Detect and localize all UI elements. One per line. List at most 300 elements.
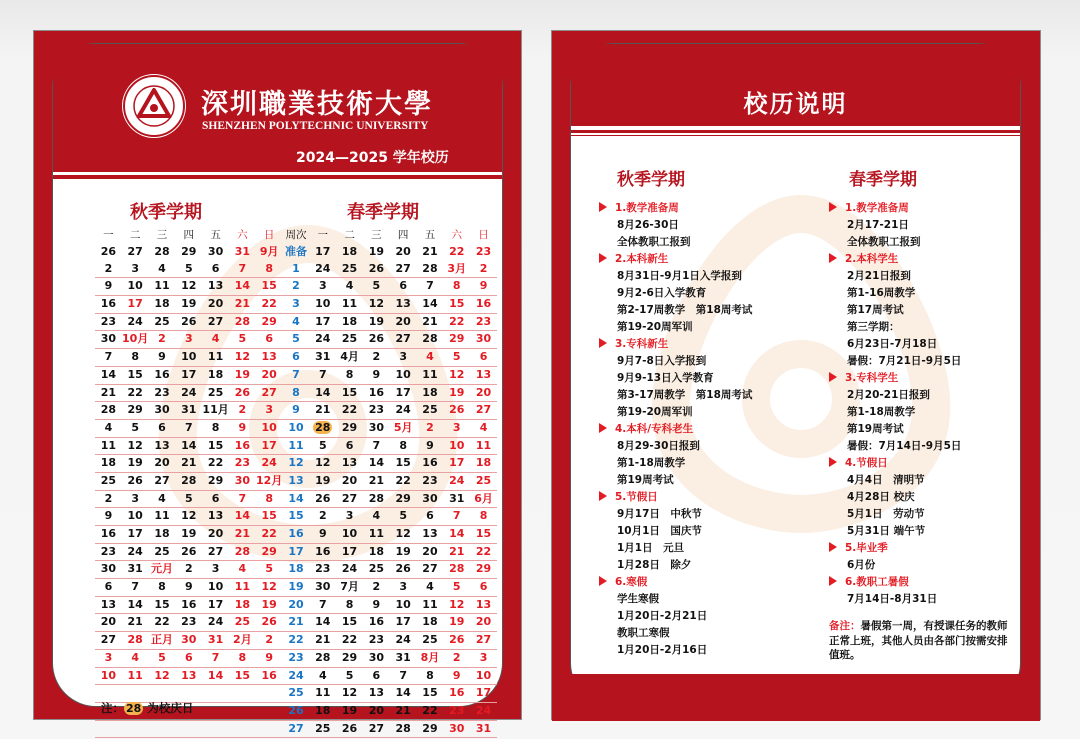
calendar-row [95,526,497,544]
date-cell: 25 [422,403,438,417]
date-cell: 20 [154,456,170,470]
date-cell: 16 [368,385,385,399]
date-cell: 23 [154,385,170,399]
date-cell: 17 [127,527,143,540]
date-cell: 17 [261,438,277,452]
calendar-row [95,650,497,668]
date-cell: 29 [261,314,277,328]
date-cell: 23 [475,245,492,258]
week-number: 准备 [284,245,307,258]
section-title-text: 6.寒假 [615,576,648,588]
week-number: 2 [292,279,300,293]
date-cell: 15 [154,597,170,611]
date-cell: 10 [207,580,224,594]
date-cell: 4 [345,279,354,293]
date-cell: 30 [422,491,438,505]
note-line: 9月17日 中秋节 [617,508,702,520]
note-line: 第19周考试 [617,474,674,486]
date-cell: 22 [261,527,277,540]
note-line: 第1-18周教学 [617,457,686,469]
date-cell: 25 [100,473,117,487]
date-cell: 18 [341,314,358,328]
date-cell: 19 [261,597,277,611]
explanation-card [551,30,1041,720]
date-cell: 4 [104,420,113,434]
weekday-header: 一 [103,229,114,241]
date-cell: 31 [449,491,465,505]
date-cell: 27 [261,385,277,399]
date-cell: 6 [211,491,220,505]
date-cell: 28 [315,650,331,664]
date-cell: 26 [100,245,117,258]
weekday-header: 三 [156,229,168,241]
note-section-title [599,200,752,217]
calendar-row [95,420,497,438]
triangle-bullet-icon [599,423,607,433]
calendar-grid [95,227,497,738]
note-line: 2月21日报到 [847,270,911,282]
date-cell: 7 [426,279,434,293]
date-cell: 21 [315,633,331,647]
week-number: 17 [288,544,304,558]
date-cell: 10 [261,420,277,434]
date-cell: 27 [100,633,117,647]
date-cell: 3 [399,580,407,594]
date-cell: 14 [234,509,251,523]
note-line: 4月4日 清明节 [847,474,925,486]
note-line: 2月17-21日 [847,219,909,231]
anniversary-marker: 28 [315,420,331,434]
date-cell: 23 [475,314,492,328]
date-cell [149,721,176,738]
date-cell: 25 [154,314,170,328]
week-number: 5 [292,332,300,346]
date-cell: 3 [211,562,220,576]
note-line: 学生寒假 [617,593,659,605]
date-cell: 27 [422,562,438,576]
date-cell: 9 [184,580,193,594]
date-cell: 21 [395,703,411,717]
date-cell: 12 [154,668,170,682]
date-cell: 13 [154,438,170,452]
note-line: 第19周考试 [847,423,904,435]
week-number: 15 [288,509,304,523]
date-cell: 3 [104,650,113,664]
date-cell: 元月 [150,562,173,576]
note-anniversary-date: 28 [126,702,142,715]
date-cell: 18 [315,703,331,717]
date-cell: 31 [395,650,411,664]
date-cell: 28 [181,473,197,487]
date-cell: 28 [422,261,438,275]
date-cell: 12 [181,279,197,293]
date-cell: 21 [234,527,251,540]
date-cell: 17 [395,385,411,399]
date-cell: 31 [475,721,492,735]
date-cell: 3 [345,509,354,523]
date-cell: 27 [127,245,143,258]
week-number: 13 [288,473,304,487]
note-line: 1月28日 除夕 [617,559,692,571]
date-cell: 14 [100,367,117,381]
date-cell: 9 [318,527,327,540]
date-cell: 7 [238,491,247,505]
date-cell: 13 [261,350,277,364]
date-cell: 8 [345,597,354,611]
week-number: 10 [288,420,304,434]
date-cell: 4 [158,261,166,275]
date-cell: 3 [479,650,488,664]
date-cell: 30 [234,473,251,487]
triangle-bullet-icon [829,202,837,212]
date-cell: 13 [475,367,492,381]
date-cell: 11 [422,597,438,611]
date-cell: 30 [368,650,385,664]
date-cell: 2 [158,332,166,346]
date-cell: 29 [341,420,358,434]
triangle-bullet-icon [599,491,607,501]
date-cell: 28 [100,403,117,417]
date-cell: 5 [318,438,327,452]
calendar-row [95,367,497,385]
date-cell: 24 [395,403,411,417]
date-cell: 24 [315,332,331,346]
note-line: 暑假：7月14日-9月5日 [847,440,962,452]
note-line: 2月20-21日报到 [847,389,930,401]
date-cell: 26 [234,385,251,399]
date-cell: 10 [341,527,358,540]
date-cell: 22 [449,245,465,258]
date-cell: 16 [154,367,170,381]
triangle-bullet-icon [829,542,837,552]
date-cell: 2 [372,350,381,364]
weekday-header: 四 [397,229,409,241]
date-cell: 22 [422,703,438,717]
date-cell: 6 [104,580,113,594]
week-number: 27 [288,721,304,735]
calendar-row [95,455,497,473]
date-cell: 6 [184,650,193,664]
date-cell: 24 [449,473,465,487]
calendar-row [95,614,497,632]
date-cell: 12 [234,350,251,364]
date-cell: 24 [315,261,331,275]
date-cell: 9 [238,420,247,434]
date-cell: 24 [475,703,492,717]
date-cell: 12 [368,297,385,311]
date-cell: 28 [422,332,438,346]
explanation-title: 校历说明 [743,90,848,118]
date-cell: 18 [422,615,438,629]
date-cell: 16 [368,615,385,629]
date-cell: 31 [315,350,331,364]
date-cell: 14 [234,279,251,293]
week-number: 3 [292,297,300,311]
date-cell: 8 [452,279,461,293]
date-cell: 3 [131,261,140,275]
note-line: 第19-20周军训 [617,406,693,418]
date-cell: 24 [395,633,411,647]
date-cell: 8 [479,509,488,523]
note-section-title [829,540,961,557]
date-cell: 26 [181,544,197,558]
date-cell [256,703,283,720]
week-number: 11 [288,438,304,452]
date-cell: 15 [207,438,224,452]
date-cell: 30 [368,420,385,434]
date-cell: 27 [395,332,411,346]
date-cell: 8 [158,580,166,594]
date-cell: 11 [154,279,170,293]
date-cell: 22 [395,473,411,487]
date-cell: 19 [341,703,358,717]
date-cell: 5 [452,580,461,594]
calendar-row [95,491,497,509]
date-cell: 19 [181,297,197,311]
university-name-en: SHENZHEN POLYTECHNIC UNIVERSITY [202,120,429,132]
date-cell: 28 [234,544,251,558]
date-cell: 21 [181,456,197,470]
date-cell: 15 [449,297,465,311]
note-section [829,455,961,540]
date-cell [309,420,336,437]
date-cell: 13 [341,456,358,470]
date-cell: 11 [315,686,331,700]
week-number: 22 [288,633,304,647]
date-cell: 15 [261,509,277,523]
date-cell: 20 [422,544,438,558]
date-cell: 27 [475,403,492,417]
calendar-row [95,331,497,349]
date-cell: 20 [475,615,492,629]
triangle-bullet-icon [829,457,837,467]
week-number: 9 [292,403,300,417]
weekday-header: 六 [237,229,248,241]
date-cell: 29 [475,562,492,576]
date-cell: 24 [341,562,358,576]
date-cell: 4 [238,562,247,576]
calendar-row [95,438,497,456]
date-cell [95,721,122,738]
date-cell: 11 [368,527,385,540]
calendar-row [95,632,497,650]
date-cell: 2 [426,420,434,434]
date-cell: 23 [368,403,385,417]
note-section [829,370,961,455]
weekday-header: 四 [183,229,195,241]
note-line: 10月1日 国庆节 [617,525,702,537]
week-number: 19 [288,580,304,594]
date-cell: 27 [341,491,358,505]
date-cell: 18 [234,597,251,611]
date-cell: 9 [372,597,381,611]
triangle-bullet-icon [829,253,837,263]
date-cell: 21 [315,403,331,417]
date-cell: 6 [265,332,273,346]
date-cell: 11 [341,297,358,311]
date-cell: 22 [475,544,492,558]
date-cell: 4月 [340,350,359,364]
note-line: 暑假：7月21日-9月5日 [847,355,962,367]
week-number: 7 [292,367,300,381]
date-cell: 10 [395,367,411,381]
calendar-row [95,314,497,332]
date-cell: 9 [265,650,273,664]
date-cell: 24 [127,314,143,328]
date-cell: 6 [345,438,354,452]
date-cell: 25 [368,562,385,576]
date-cell: 18 [207,367,224,381]
date-cell: 15 [395,456,411,470]
note-line: 8月26-30日 [617,219,679,231]
note-line: 6月23日-7月18日 [847,338,938,350]
section-title-text: 2.本科新生 [615,253,669,265]
date-cell: 25 [475,473,492,487]
weekday-header: 一 [317,229,329,241]
date-cell: 15 [341,385,358,399]
date-cell: 19 [127,456,143,470]
date-cell: 16 [449,686,465,700]
date-cell: 8 [345,367,354,381]
week-number: 24 [288,668,304,682]
weekday-header: 日 [263,229,275,241]
date-cell: 19 [449,615,465,629]
calendar-row [95,244,497,261]
calendar-row [95,561,497,579]
date-cell: 25 [234,615,251,629]
date-cell: 29 [127,403,143,417]
note-line: 4月28日 校庆 [847,491,915,503]
date-cell: 17 [127,297,143,311]
date-cell: 30 [100,332,117,346]
date-cell: 27 [207,544,224,558]
date-cell: 6 [399,279,407,293]
date-cell: 28 [368,491,385,505]
date-cell [202,721,229,738]
date-cell: 14 [207,668,224,682]
week-number: 16 [288,527,304,540]
note-line: 8月29-30日报到 [617,440,700,452]
note-line: 9月9-13日入学教育 [617,372,714,384]
date-cell: 9 [426,438,434,452]
date-cell: 16 [181,597,197,611]
date-cell: 15 [475,527,492,540]
date-cell: 11月 [202,403,229,417]
calendar-row [95,597,497,615]
date-cell: 3月 [447,261,467,275]
note-line: 1月1日 元旦 [617,542,685,554]
date-cell: 27 [475,633,492,647]
date-cell: 2 [104,491,113,505]
weekday-header-row [95,227,497,244]
date-cell: 20 [395,314,411,328]
date-cell: 9 [452,668,461,682]
date-cell: 30 [100,562,117,576]
date-cell: 6 [211,261,220,275]
note-prefix: 注： [101,701,124,715]
triangle-bullet-icon [829,576,837,586]
date-cell: 7 [318,597,327,611]
date-cell: 10 [100,668,117,682]
date-cell: 28 [154,245,170,258]
date-cell: 6 [158,420,166,434]
date-cell: 3 [131,491,140,505]
date-cell [122,721,149,738]
date-cell: 27 [368,721,385,735]
date-cell: 5 [184,261,193,275]
date-cell: 24 [181,385,197,399]
date-cell [229,685,256,702]
date-cell: 5月 [393,420,413,434]
date-cell [202,703,229,720]
date-cell: 2 [479,261,488,275]
date-cell: 23 [315,562,331,576]
date-cell: 29 [449,332,465,346]
note-line: 第17周考试 [847,304,904,316]
remark-label: 备注： [829,620,861,632]
note-section [829,200,961,251]
triangle-bullet-icon [599,338,607,348]
date-cell: 13 [422,527,438,540]
date-cell: 30 [315,580,331,594]
weekday-header: 二 [129,229,141,241]
date-cell: 13 [100,597,117,611]
date-cell [256,685,283,702]
section-title-text: 2.本科学生 [845,253,899,265]
date-cell: 29 [181,245,197,258]
date-cell: 20 [368,703,385,717]
date-cell: 28 [449,562,465,576]
triangle-bullet-icon [599,202,607,212]
date-cell: 30 [154,403,170,417]
date-cell: 23 [100,314,117,328]
date-cell: 10 [181,350,197,364]
calendar-row [95,261,497,279]
date-cell: 2 [318,509,327,523]
date-cell: 7 [318,367,327,381]
date-cell: 17 [341,544,358,558]
date-cell: 24 [207,615,224,629]
date-cell: 17 [449,456,465,470]
autumn-heading: 秋季学期 [617,170,685,190]
date-cell: 5 [345,668,354,682]
date-cell: 5 [238,332,247,346]
section-title-text: 5.毕业季 [845,542,888,554]
section-title-text: 4.本科/专科老生 [615,423,694,435]
date-cell: 19 [368,245,385,258]
calendar-card [33,30,522,735]
note-line: 7月14日-8月31日 [847,593,938,605]
date-cell: 25 [207,385,224,399]
date-cell: 8 [265,491,273,505]
section-title-text: 3.专科学生 [845,372,899,384]
week-number: 8 [292,385,300,399]
date-cell: 31 [181,403,197,417]
date-cell: 15 [127,367,143,381]
date-cell: 4 [158,491,166,505]
calendar-inner-panel [52,43,503,735]
date-cell: 2 [184,562,193,576]
date-cell: 5 [399,509,407,523]
calendar-row [95,721,497,739]
explanation-header [571,44,1020,126]
date-cell: 4 [318,668,327,682]
section-title-text: 1.教学准备周 [615,202,679,214]
note-section [829,251,961,370]
date-cell: 22 [261,297,277,311]
date-cell: 25 [422,633,438,647]
date-cell: 17 [315,314,331,328]
